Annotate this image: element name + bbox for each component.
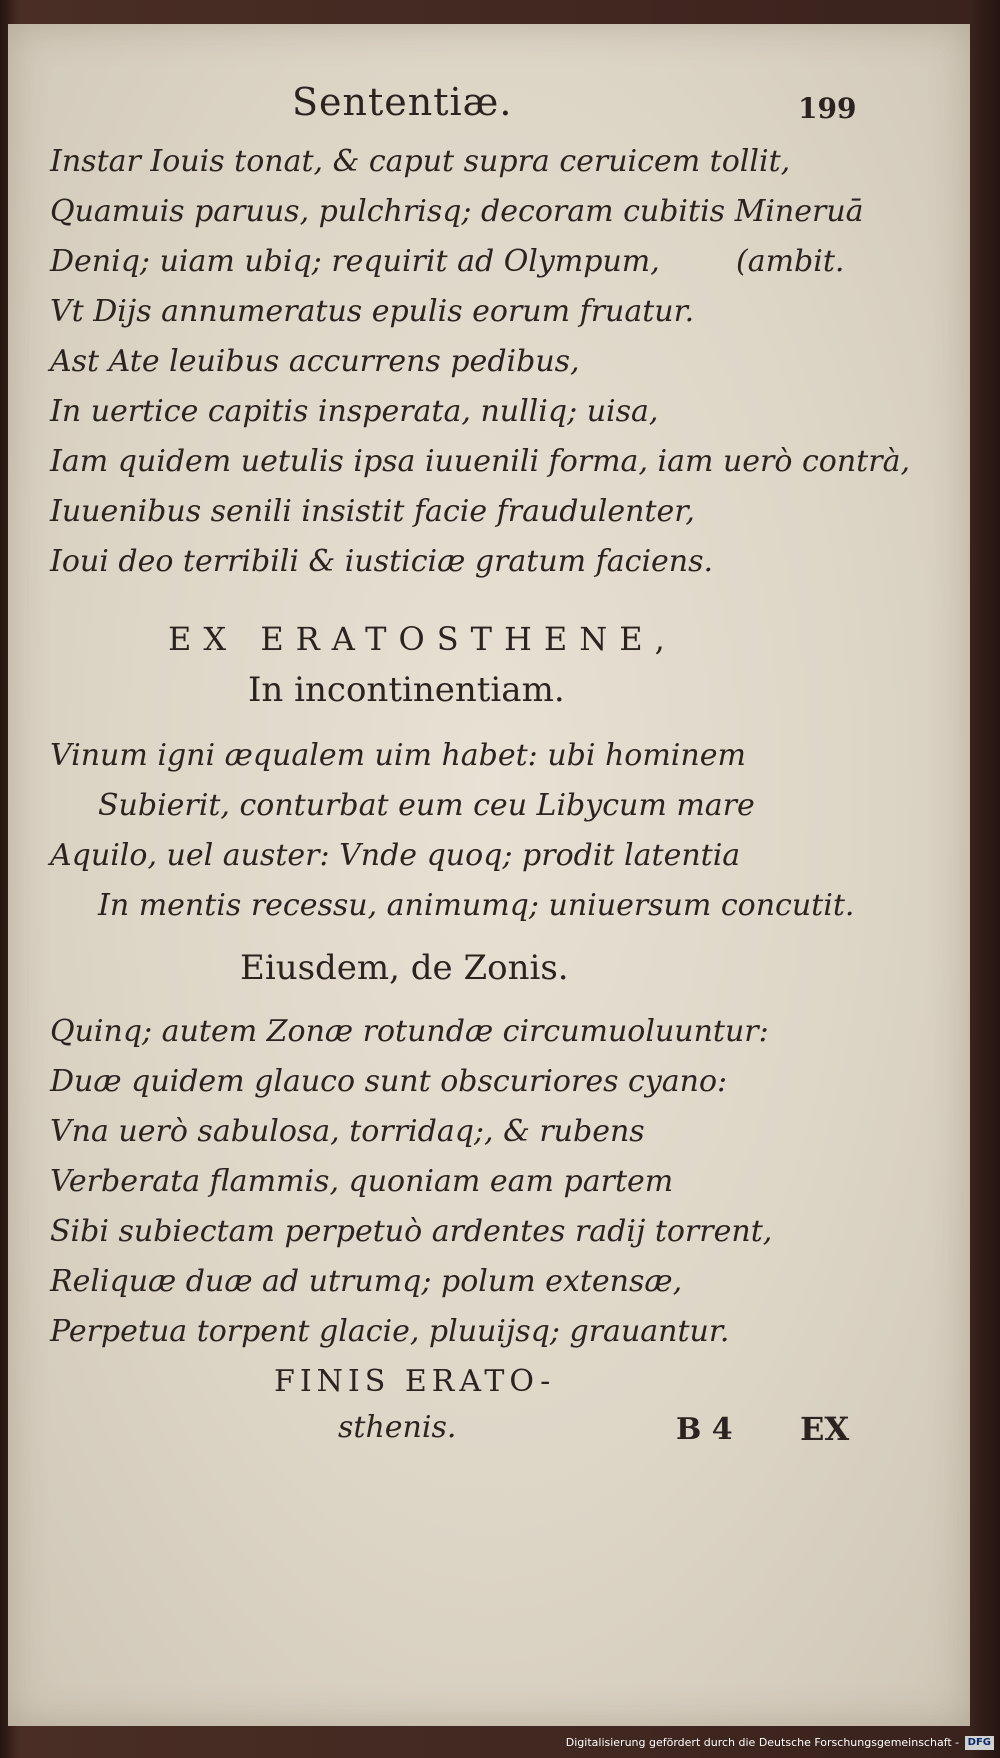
section-heading: EX ERATOSTHENE,: [168, 620, 677, 658]
digitization-credit: [566, 1730, 994, 1756]
verse-turnover: (ambit.: [736, 244, 845, 279]
verse-line: Iuuenibus senili insistit facie fraudulenter,: [50, 494, 695, 529]
verse-line: Vt Dijs annumeratus epulis eorum fruatur.: [50, 294, 695, 329]
dfg-logo: DFG: [965, 1736, 994, 1750]
colophon-line: FINIS ERATO-: [274, 1364, 556, 1399]
catchword: EX: [800, 1410, 850, 1448]
verse-line: Deniq; uiam ubiq; requirit ad Olympum,: [50, 244, 660, 279]
verse-line: Ioui deo terribili & iusticiæ gratum faciens.: [50, 544, 714, 579]
colophon-line: sthenis.: [338, 1410, 457, 1445]
section-heading: Eiusdem, de Zonis.: [240, 948, 569, 988]
verse-line: Instar Iouis tonat, & caput supra ceruicem tollit,: [50, 144, 791, 179]
signature-mark: B 4: [676, 1412, 733, 1447]
verse-line: Perpetua torpent glacie, pluuijsq; grauantur.: [50, 1314, 730, 1349]
verse-line: Iam quidem uetulis ipsa iuuenili forma, iam uerò contrà,: [50, 444, 910, 479]
verse-line: Aquilo, uel auster: Vnde quoq; prodit latentia: [50, 838, 741, 873]
verse-line: Duæ quidem glauco sunt obscuriores cyano:: [50, 1064, 728, 1099]
verse-line: Sibi subiectam perpetuò ardentes radij torrent,: [50, 1214, 773, 1249]
verse-line: Quinq; autem Zonæ rotundæ circumuoluuntur:: [50, 1014, 769, 1049]
verse-line: In uertice capitis insperata, nulliq; uisa,: [50, 394, 659, 429]
verse-line: Reliquæ duæ ad utrumq; polum extensæ,: [50, 1264, 683, 1299]
verse-line: Vinum igni æqualem uim habet: ubi hominem: [50, 738, 746, 773]
verse-line: Ast Ate leuibus accurrens pedibus,: [50, 344, 580, 379]
verse-line: Vna uerò sabulosa, torridaq;, & rubens: [50, 1114, 645, 1149]
verse-line: Quamuis paruus, pulchrisq; decoram cubitis Mineruā: [50, 194, 864, 229]
page-number: 199: [798, 92, 857, 125]
credit-text: Digitalisierung gefördert durch die Deutsche Forschungsgemeinschaft -: [565, 1736, 960, 1749]
verse-line: Verberata flammis, quoniam eam partem: [50, 1164, 674, 1199]
section-subheading: In incontinentiam.: [248, 670, 565, 710]
book-page: [8, 24, 970, 1726]
running-head: Sententiæ.: [292, 80, 513, 124]
verse-line: In mentis recessu, animumq; uniuersum concutit.: [98, 888, 855, 923]
verse-line: Subierit, conturbat eum ceu Libycum mare: [98, 788, 755, 823]
